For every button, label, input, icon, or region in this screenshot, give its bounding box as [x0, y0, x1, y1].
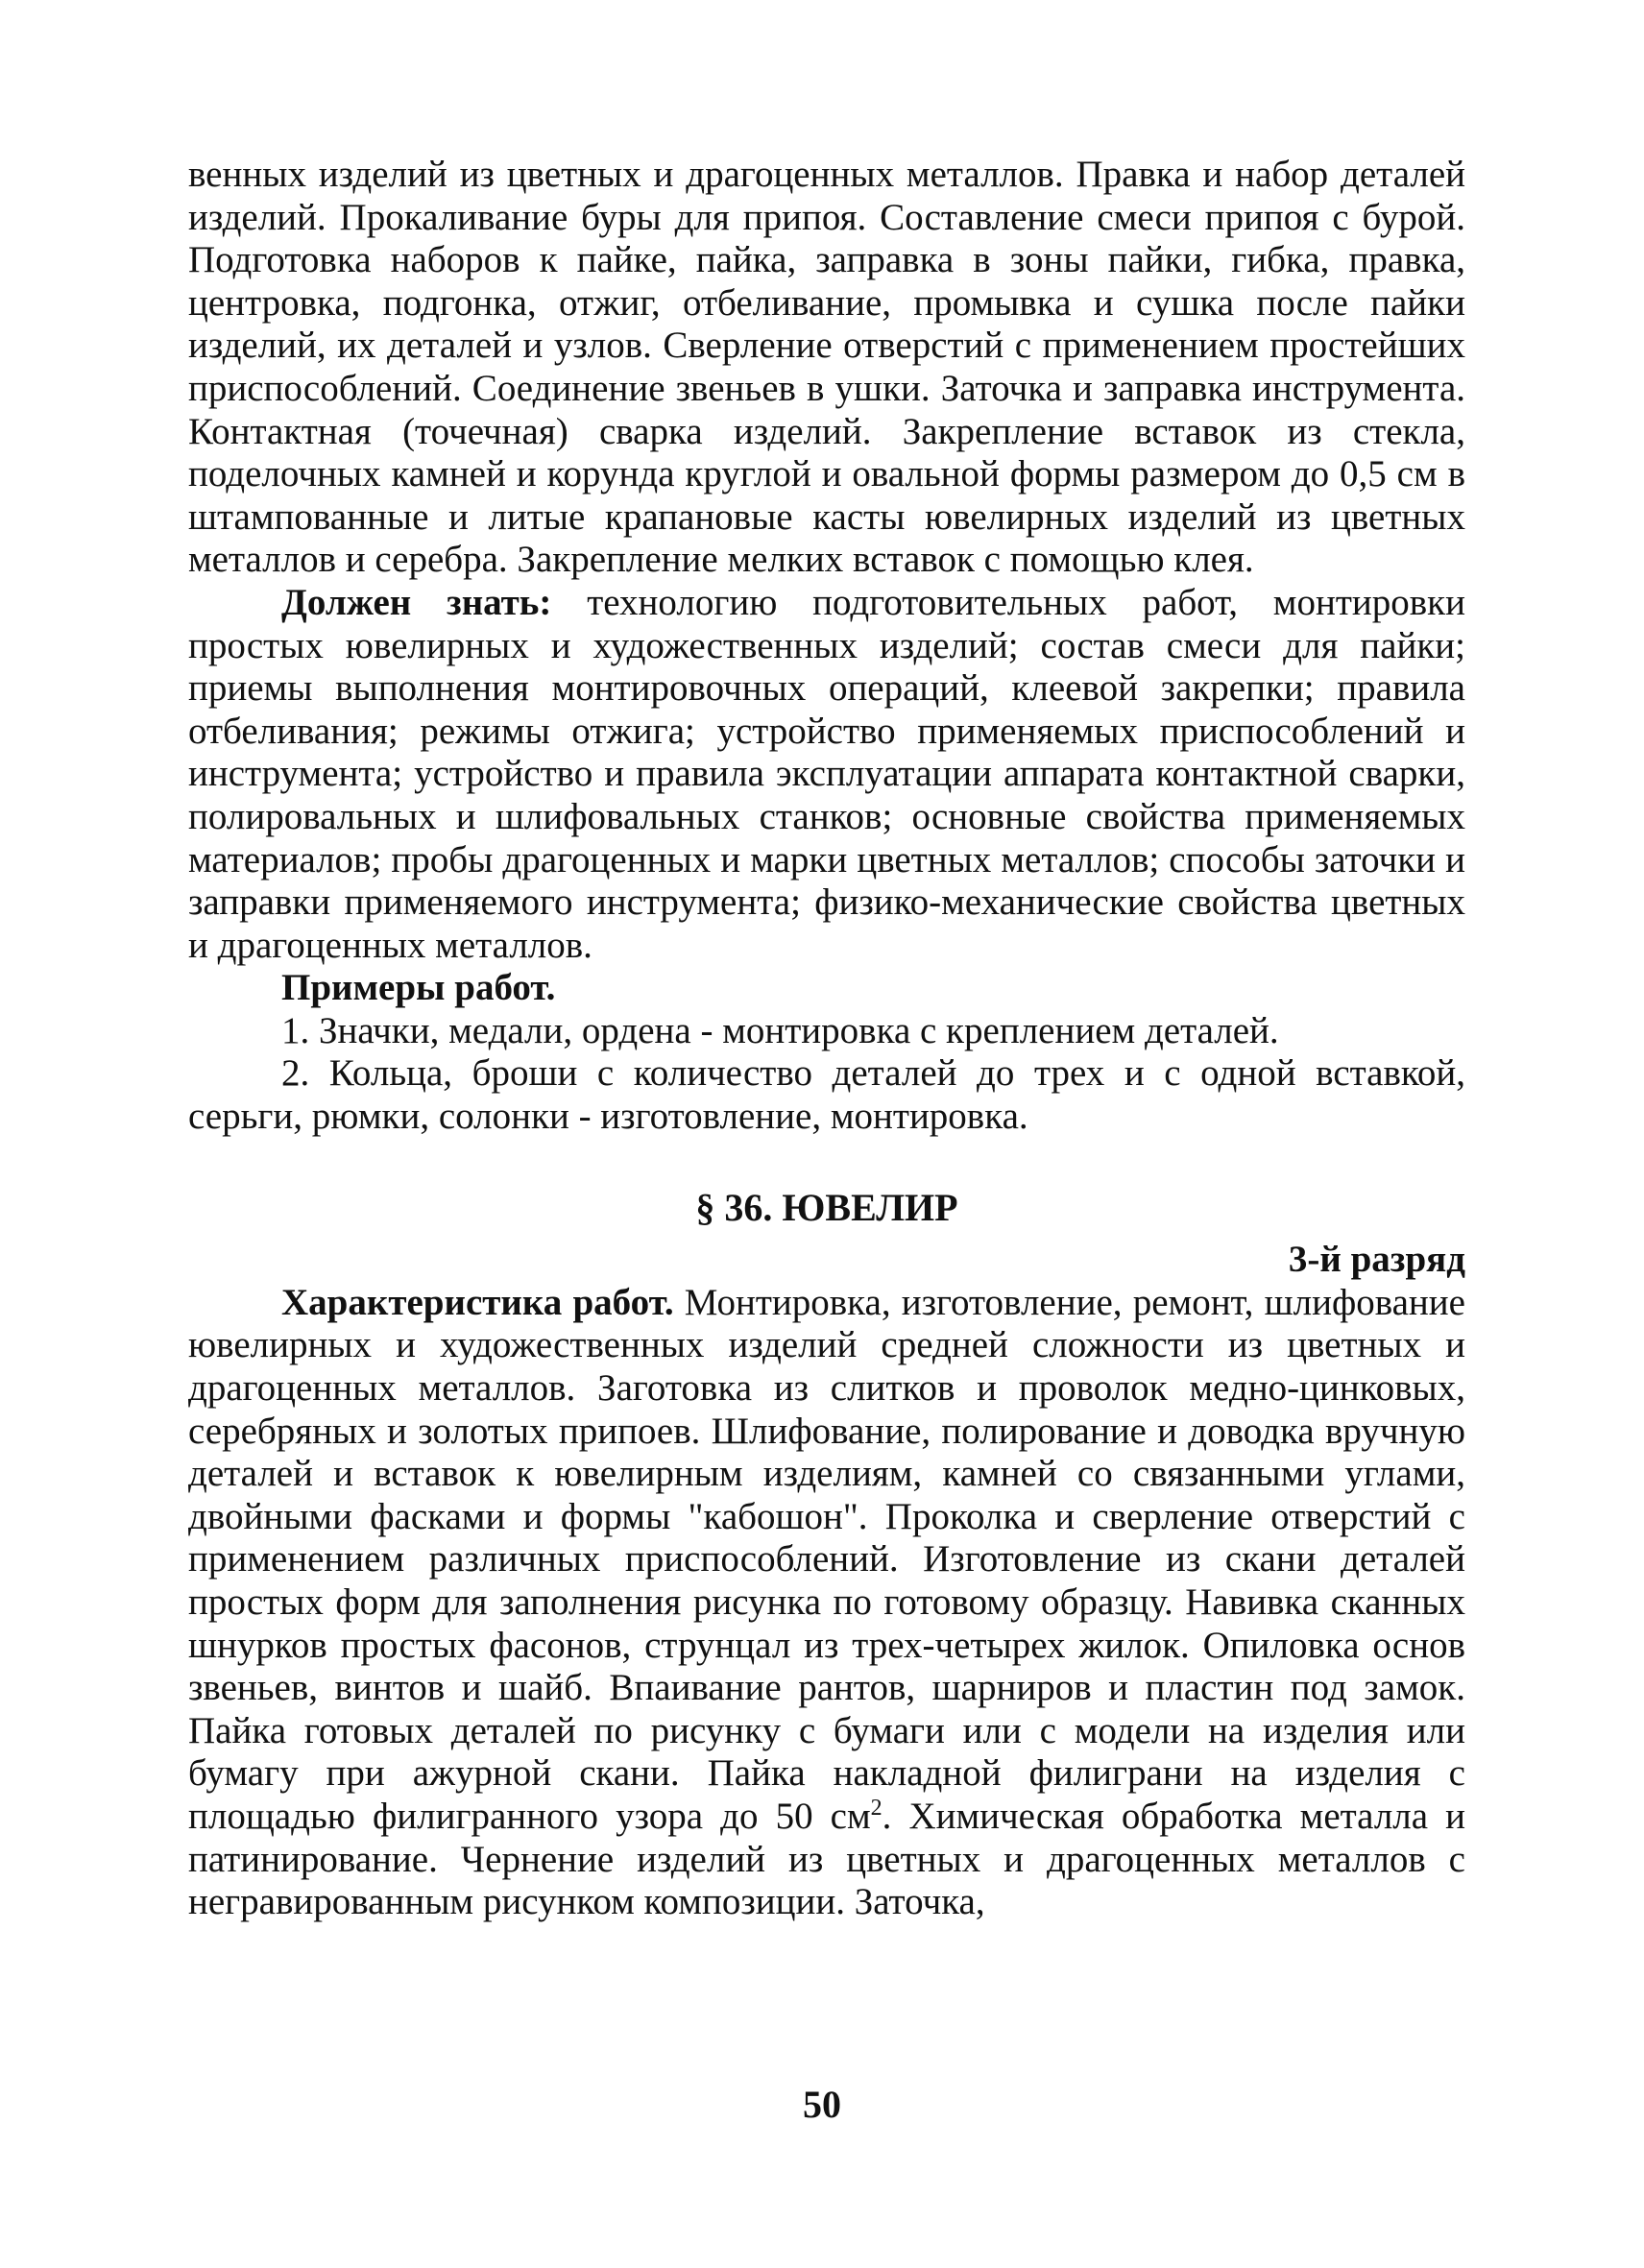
example-item-2: 2. Кольца, броши с количество деталей до трех и с одной вставкой, серьги, рюмки, солонки - изготовление, монтировка. [188, 1052, 1465, 1138]
must-know-text: технологию подготовительных работ, монтировки простых ювелирных и художественных изделий; состав смеси для пайки; приемы выполнения монтировочных операций, клеевой закрепки; правила отбеливания; режимы отжига; устройство применяемых приспособлений и инструмента; устройство и правила эксплуатации аппарата контактной сварки, полировальных и шлифовальных станков; основные свойства применяемых материалов; пробы драгоценных и марки цветных металлов; способы заточки и заправки применяемого инструмента; физико-механические свойства цветных и драгоценных металлов. [188, 581, 1466, 966]
examples-label: Примеры работ. [281, 967, 556, 1009]
page-number: 50 [803, 2083, 841, 2126]
example-item-1: 1. Значки, медали, ордена - монтировка с креплением деталей. [281, 1009, 1279, 1051]
characteristic-text-1: Монтировка, изготовление, ремонт, шлифование ювелирных и художественных изделий средней сложности из цветных и драгоценных металлов. Заготовка из слитков и проволок медно-цинковых, серебряных и золотых припоев. Шлифование, полирование и доводка вручную деталей и вставок к ювелирным изделиям, камней со связанными углами, двойными фасками и формы "кабошон". Проколка и сверление отверстий с применением различных приспособлений. Изготовление из скани деталей простых форм для заполнения рисунка по готовому образцу. Навивка сканных шнурков простых фасонов, струнцал из трех-четырех жилок. Опиловка основ звеньев, винтов и шайб. Впаивание рантов, шарниров и пластин под замок. Пайка готовых деталей по рисунку с бумаги или с модели на изделия или бумагу при ажурной скани. Пайка накладной филиграни на изделия с площадью филигранного узора до 50 см [188, 1281, 1465, 1837]
section-grade: 3-й разряд [1288, 1239, 1465, 1281]
characteristic-label: Характеристика работ. [281, 1281, 674, 1323]
characteristic-text-2: . Химическая обработка металла и патинирование. Чернение изделий из цветных и драгоценных металлов с негравированным рисунком композиции. Заточка, [188, 1795, 1466, 1923]
intro-paragraph: венных изделий из цветных и драгоценных металлов. Правка и набор деталей изделий. Прокаливание буры для припоя. Составление смеси припоя с бурой. Подготовка наборов к пайке, пайка, заправка в зоны пайки, гибка, правка, центровка, подгонка, отжиг, отбеливание, промывка и сушка после пайки изделий, их деталей и узлов. Сверление отверстий с применением простейших приспособлений. Соединение звеньев в ушки. Заточка и заправка инструмента. Контактная (точечная) сварка изделий. Закрепление вставок из стекла, поделочных камней и корунда круглой и овальной формы размером до 0,5 см в штампованные и литые крапановые касты ювелирных изделий из цветных металлов и серебра. Закрепление мелких вставок с помощью клея. [188, 154, 1465, 581]
section-heading: § 36. ЮВЕЛИР [695, 1185, 958, 1229]
characteristic-paragraph [188, 1282, 1465, 1924]
superscript-two: 2 [870, 1795, 882, 1821]
must-know-paragraph [188, 582, 1465, 967]
page-body [188, 154, 1465, 1924]
must-know-label: Должен знать: [281, 581, 552, 623]
